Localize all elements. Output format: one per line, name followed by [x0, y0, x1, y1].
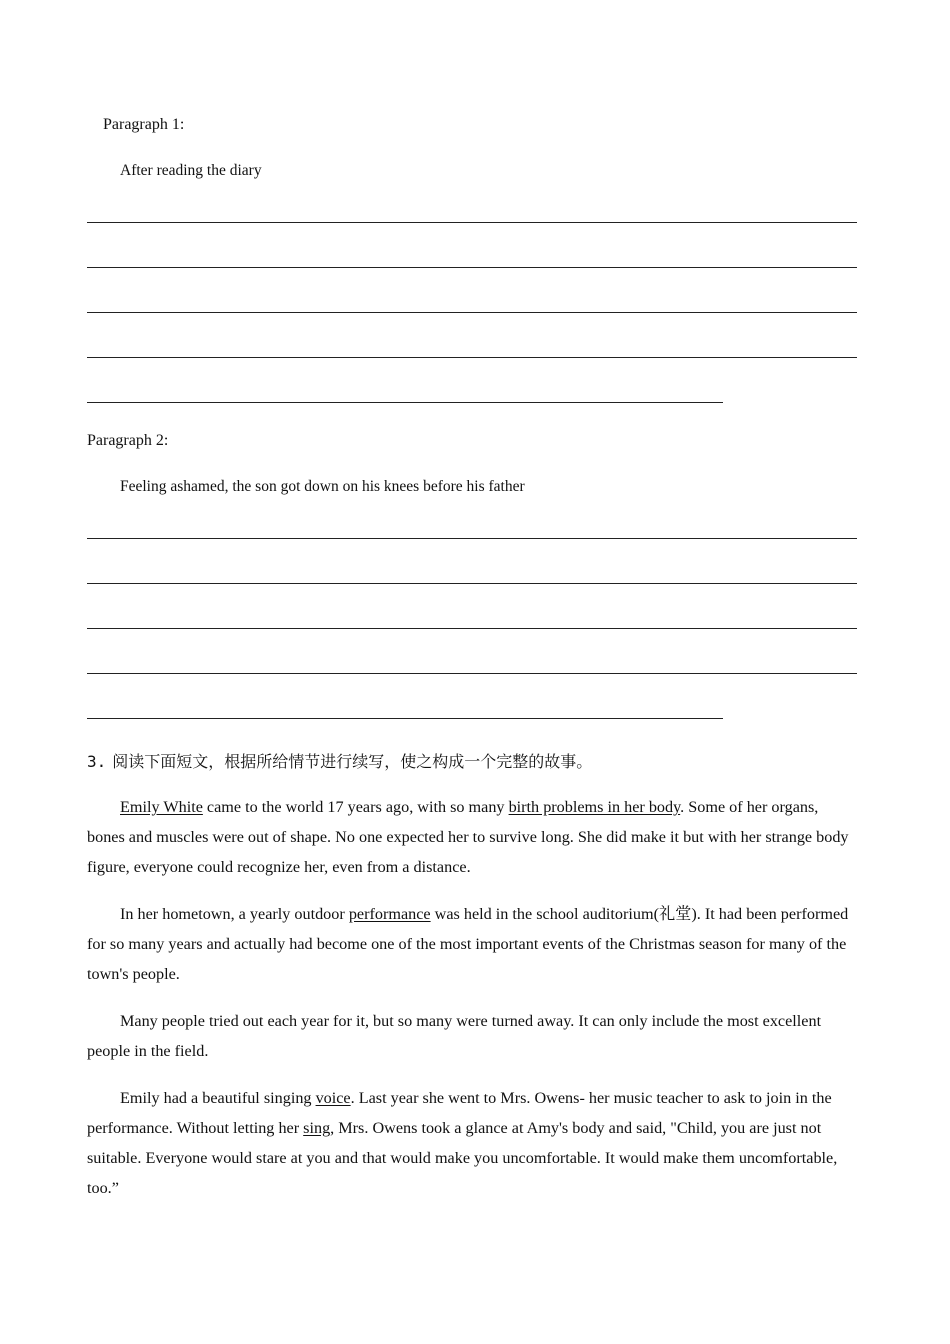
text-run: . Last year she went to Mrs. Owens- her music teacher to ask to join in the performance. Without letting her — [87, 1089, 832, 1137]
story-paragraph-4 — [87, 1083, 857, 1203]
writing-line — [87, 583, 857, 584]
writing-line — [87, 718, 723, 719]
story-paragraph-1 — [87, 792, 857, 882]
writing-line — [87, 312, 857, 313]
paragraph1-label: Paragraph 1: — [103, 116, 185, 133]
question-number: 3. — [87, 752, 107, 771]
writing-line — [87, 402, 723, 403]
text-run: . Some of her organs, bones and muscles were out of shape. No one expected her to survive long. She did make it but with her strange body figure, everyone could recognize her, even from a distance. — [87, 798, 849, 876]
writing-line — [87, 267, 857, 268]
underlined-phrase: performance — [348, 905, 431, 923]
paragraph2-starter: Feeling ashamed, the son got down on his knees before his father — [120, 478, 525, 495]
text-run: Many people tried out each year for it, but so many were turned away. It can only include the most excellent people in the field. — [87, 1012, 822, 1060]
story-paragraph-2 — [87, 899, 857, 989]
writing-line — [87, 538, 857, 539]
writing-line — [87, 673, 857, 674]
story-paragraph-3 — [87, 1006, 857, 1066]
underlined-phrase: sing — [303, 1119, 331, 1137]
paragraph1-starter: After reading the diary — [120, 162, 262, 179]
question-instruction: 阅读下面短文，根据所给情节进行续写，使之构成一个完整的故事。 — [112, 752, 593, 771]
writing-line — [87, 222, 857, 223]
paragraph2-label: Paragraph 2: — [87, 432, 169, 449]
underlined-phrase: birth problems in her body — [508, 798, 681, 816]
writing-line — [87, 628, 857, 629]
text-run: In her hometown, a yearly outdoor — [120, 905, 349, 923]
text-run: came to the world 17 years ago, with so many — [202, 798, 509, 816]
writing-line — [87, 357, 857, 358]
question3-header — [87, 749, 592, 772]
text-run: was held in the school auditorium(礼堂). It had been performed for so many years and actually had become one of the most important events of the Christmas season for many of the town's people. — [87, 905, 849, 983]
text-run: Emily had a beautiful singing — [120, 1089, 316, 1107]
underlined-phrase: Emily White — [120, 798, 203, 816]
text-run: , Mrs. Owens took a glance at Amy's body and said, "Child, you are just not suitable. Everyone would stare at you and that would make you uncomfortable. It would make them uncomfortable, too.” — [87, 1119, 838, 1197]
underlined-phrase: voice — [315, 1089, 351, 1107]
